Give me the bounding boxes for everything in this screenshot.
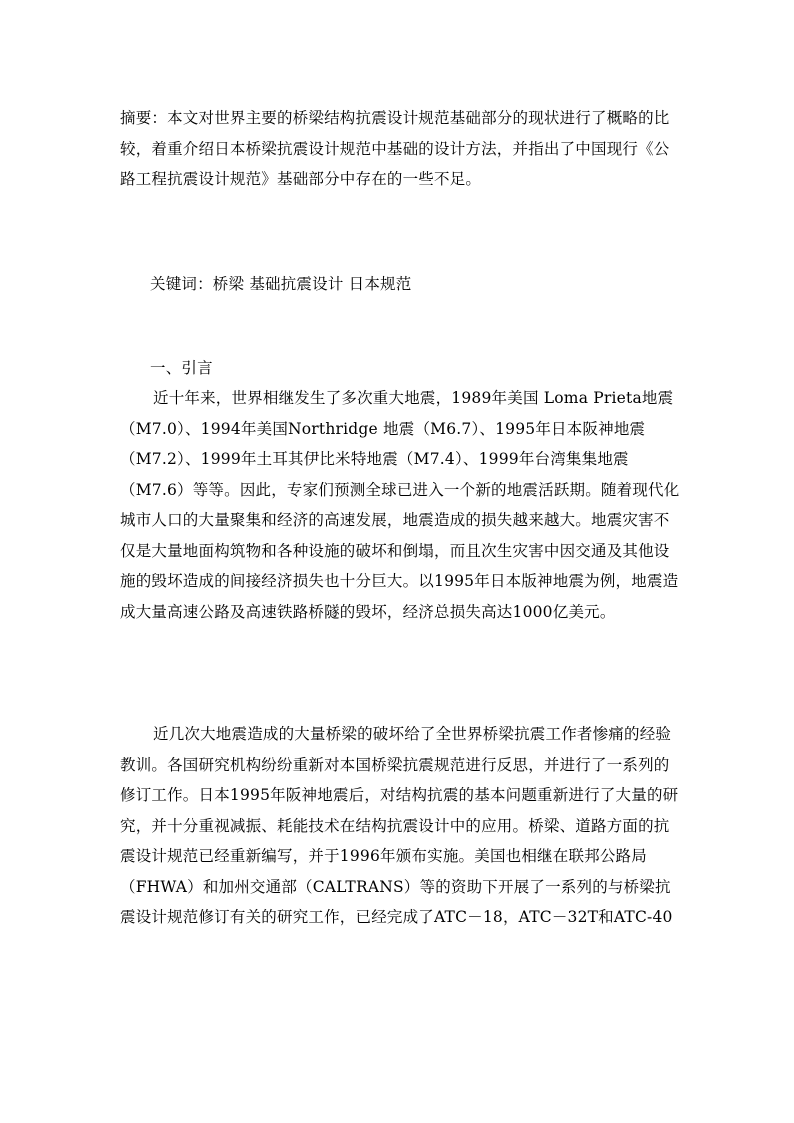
- section-heading-introduction: 一、引言: [150, 359, 213, 377]
- abstract-paragraph: 摘要：本文对世界主要的桥梁结构抗震设计规范基础部分的现状进行了概略的比较，着重介绍日本桥梁抗震设计规范中基础的设计方法，并指出了中国现行《公路工程抗震设计规范》基础部分中存在的一些不足。: [120, 109, 670, 188]
- body-paragraph-1-container: [120, 383, 685, 627]
- body-paragraph: 近十年来，世界相继发生了多次重大地震，1989年美国 Loma Prieta地震（M7.0）、1994年美国Northridge 地震（M6.7）、1995年日本阪神地震（M7.2）、1999年土耳其伊比米特地震（M7.4）、1999年台湾集集地震（M7.6）等等。因此，专家们预测全球已进入一个新的地震活跃期。随着现代化城市人口的大量聚集和经济的高速发展，地震造成的损失越来越大。地震灾害不仅是大量地面构筑物和各种设施的破坏和倒塌，而且次生灾害中因交通及其他设施的毁坏造成的间接经济损失也十分巨大。以1995年日本版神地震为例，地震造成大量高速公路及高速铁路桥隧的毁坏，经济总损失高达1000亿美元。: [120, 389, 680, 621]
- body-paragraph: 近几次大地震造成的大量桥梁的破坏给了全世界桥梁抗震工作者惨痛的经验教训。各国研究机构纷纷重新对本国桥梁抗震规范进行反思，并进行了一系列的修订工作。日本1995年阪神地震后，对结构抗震的基本问题重新进行了大量的研究，并十分重视减振、耗能技术在结构抗震设计中的应用。桥梁、道路方面的抗震设计规范已经重新编写，并于1996年颁布实施。美国也相继在联邦公路局（FHWA）和加州交通部（CALTRANS）等的资助下开展了一系列的与桥梁抗震设计规范修订有关的研究工作，已经完成了ATC－18，ATC－32T和ATC-40: [120, 725, 679, 926]
- body-paragraph-2-container: [120, 719, 685, 933]
- keywords-line: 关键词：桥梁 基础抗震设计 日本规范: [150, 275, 412, 293]
